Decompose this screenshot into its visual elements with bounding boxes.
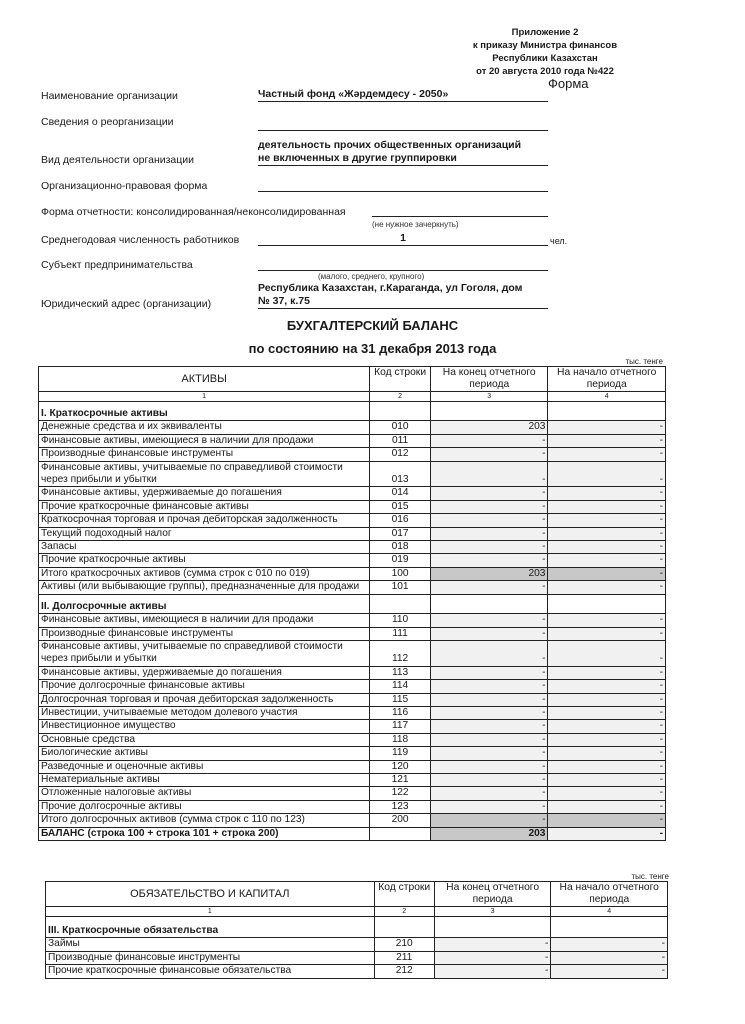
table-row xyxy=(39,487,666,500)
row-start-value: - xyxy=(548,706,666,719)
row-name: Прочие краткосрочные финансовые активы xyxy=(39,500,370,513)
org-name-label: Наименование организации xyxy=(41,90,178,102)
appendix-header xyxy=(430,26,660,78)
header-end-period: На конец отчетного периода xyxy=(430,367,547,392)
row-end-value: - xyxy=(430,627,547,640)
activity-label: Вид деятельности организации xyxy=(41,154,195,166)
table-row xyxy=(39,541,666,554)
row-code: 016 xyxy=(370,514,431,527)
header-start-period: На начало отчетного периода xyxy=(548,367,666,392)
col-num-3: 3 xyxy=(434,907,551,917)
row-start-value: - xyxy=(548,434,666,447)
row-start-value: - xyxy=(548,514,666,527)
row-name: Нематериальные активы xyxy=(39,773,370,786)
header-end-period: На конец отчетного периода xyxy=(434,882,551,907)
row-code: 115 xyxy=(370,693,431,706)
balance-row xyxy=(39,827,666,840)
header-assets: АКТИВЫ xyxy=(39,367,370,392)
document-title: БУХГАЛТЕРСКИЙ БАЛАНС xyxy=(286,318,459,333)
address-value-line-2: № 37, к.75 xyxy=(258,295,310,307)
row-end-value: - xyxy=(430,448,547,461)
row-start-value: - xyxy=(548,461,666,487)
row-name: Разведочные и оценочные активы xyxy=(39,760,370,773)
table-row xyxy=(39,814,666,827)
liabilities-table xyxy=(45,881,668,979)
col-num-2: 2 xyxy=(370,392,431,402)
row-name: Производные финансовые инструменты xyxy=(39,627,370,640)
reorg-label: Сведения о реорганизации xyxy=(41,116,174,128)
table-row xyxy=(39,514,666,527)
balance-name: БАЛАНС (строка 100 + строка 101 + строка 200) xyxy=(39,827,370,840)
assets-header-row xyxy=(39,367,666,392)
legal-form-value xyxy=(258,178,548,192)
row-end-value: - xyxy=(430,666,547,679)
header-code: Код строки xyxy=(374,882,434,907)
row-code: 012 xyxy=(370,448,431,461)
form-label: Форма xyxy=(548,76,589,91)
row-name: Краткосрочная торговая и прочая дебиторская задолженность xyxy=(39,514,370,527)
row-end-value: - xyxy=(434,951,551,964)
row-end-value: 203 xyxy=(430,421,547,434)
col-num-2: 2 xyxy=(374,907,434,917)
row-start-value: - xyxy=(548,760,666,773)
row-name: Инвестиции, учитываемые методом долевого участия xyxy=(39,706,370,719)
row-end-value: - xyxy=(430,814,547,827)
row-name: Активы (или выбывающие группы), предназначенные для продажи xyxy=(39,581,370,594)
row-end-value: - xyxy=(430,581,547,594)
table-row xyxy=(39,500,666,513)
row-name: Биологические активы xyxy=(39,747,370,760)
row-code: 120 xyxy=(370,760,431,773)
report-form-hint: (не нужное зачеркнуть) xyxy=(372,220,459,229)
row-code: 017 xyxy=(370,527,431,540)
row-code: 018 xyxy=(370,541,431,554)
col-num-1: 1 xyxy=(39,392,370,402)
row-start-value: - xyxy=(548,421,666,434)
row-end-value: - xyxy=(430,500,547,513)
header-liabilities: ОБЯЗАТЕЛЬСТВО И КАПИТАЛ xyxy=(46,882,375,907)
row-code: 210 xyxy=(374,938,434,951)
report-form-label: Форма отчетности: консолидированная/неконсолидированная xyxy=(41,206,346,218)
row-name: Прочие краткосрочные активы xyxy=(39,554,370,567)
row-start-value: - xyxy=(548,787,666,800)
table-row xyxy=(39,434,666,447)
table-row xyxy=(39,448,666,461)
row-name: Итого долгосрочных активов (сумма строк с 110 по 123) xyxy=(39,814,370,827)
row-code: 118 xyxy=(370,733,431,746)
row-code: 119 xyxy=(370,747,431,760)
row-start-value: - xyxy=(551,938,668,951)
row-end-value: - xyxy=(430,733,547,746)
row-name: Текущий подоходный налог xyxy=(39,527,370,540)
row-code: 100 xyxy=(370,567,431,580)
row-start-value: - xyxy=(548,680,666,693)
section-row xyxy=(46,917,668,938)
row-end-value: - xyxy=(430,760,547,773)
row-end-value: - xyxy=(430,461,547,487)
row-start-value: - xyxy=(548,720,666,733)
row-start-value: - xyxy=(548,567,666,580)
table-row xyxy=(39,706,666,719)
table-row xyxy=(39,554,666,567)
reorg-value xyxy=(258,117,548,131)
column-numbers-row xyxy=(46,907,668,917)
row-code: 112 xyxy=(370,640,431,666)
row-start-value: - xyxy=(548,614,666,627)
row-end-value: 203 xyxy=(430,567,547,580)
table-row xyxy=(39,640,666,666)
row-code: 010 xyxy=(370,421,431,434)
row-code: 019 xyxy=(370,554,431,567)
table-row xyxy=(39,421,666,434)
row-code: 013 xyxy=(370,461,431,487)
row-end-value: - xyxy=(430,614,547,627)
section-row xyxy=(39,402,666,421)
table-row xyxy=(39,461,666,487)
column-numbers-row xyxy=(39,392,666,402)
row-code: 121 xyxy=(370,773,431,786)
org-name-value: Частный фонд «Жәрдемдесу - 2050» xyxy=(258,88,548,102)
row-name: Инвестиционное имущество xyxy=(39,720,370,733)
row-code: 015 xyxy=(370,500,431,513)
table-row xyxy=(39,733,666,746)
address-value xyxy=(258,282,548,309)
row-end-value: - xyxy=(430,487,547,500)
row-end-value: - xyxy=(430,800,547,813)
row-end-value: - xyxy=(430,747,547,760)
row-code: 111 xyxy=(370,627,431,640)
row-end-value: - xyxy=(430,434,547,447)
row-code: 113 xyxy=(370,666,431,679)
document-subtitle: по состоянию на 31 декабря 2013 года xyxy=(248,341,497,356)
table-row xyxy=(46,965,668,978)
row-name: Финансовые активы, удерживаемые до погашения xyxy=(39,487,370,500)
assets-unit: тыс. тенге xyxy=(625,357,663,366)
row-name: Финансовые активы, удерживаемые до погашения xyxy=(39,666,370,679)
row-start-value: - xyxy=(548,640,666,666)
row-code: 101 xyxy=(370,581,431,594)
row-start-value: - xyxy=(548,693,666,706)
row-start-value: - xyxy=(548,500,666,513)
liabilities-unit: тыс. тенге xyxy=(631,872,669,881)
row-end-value: - xyxy=(434,938,551,951)
col-num-4: 4 xyxy=(551,907,668,917)
balance-start: - xyxy=(548,827,666,840)
table-row xyxy=(46,938,668,951)
balance-end: 203 xyxy=(430,827,547,840)
table-row xyxy=(46,951,668,964)
table-row xyxy=(39,787,666,800)
row-end-value: - xyxy=(430,706,547,719)
row-name: Денежные средства и их эквиваленты xyxy=(39,421,370,434)
row-start-value: - xyxy=(548,814,666,827)
row-code: 116 xyxy=(370,706,431,719)
row-name: Финансовые активы, учитываемые по справедливой стоимости через прибыли и убытки xyxy=(39,461,370,487)
col-num-4: 4 xyxy=(548,392,666,402)
row-start-value: - xyxy=(548,487,666,500)
entrepreneur-value xyxy=(258,257,548,271)
row-name: Финансовые активы, учитываемые по справедливой стоимости через прибыли и убытки xyxy=(39,640,370,666)
appendix-line-1: Приложение 2 xyxy=(511,27,579,38)
row-end-value: - xyxy=(430,693,547,706)
row-code: 114 xyxy=(370,680,431,693)
row-start-value: - xyxy=(548,747,666,760)
row-start-value: - xyxy=(548,527,666,540)
row-code: 211 xyxy=(374,951,434,964)
row-start-value: - xyxy=(548,448,666,461)
row-start-value: - xyxy=(548,666,666,679)
col-num-1: 1 xyxy=(46,907,375,917)
liabilities-header-row xyxy=(46,882,668,907)
table-row xyxy=(39,680,666,693)
employees-value: 1 xyxy=(258,232,548,246)
row-name: Прочие краткосрочные финансовые обязательства xyxy=(46,965,375,978)
section-title: I. Краткосрочные активы xyxy=(39,402,370,421)
section-title: II. Долгосрочные активы xyxy=(39,594,370,613)
row-code: 014 xyxy=(370,487,431,500)
entrepreneur-hint: (малого, среднего, крупного) xyxy=(318,272,425,281)
row-end-value: - xyxy=(430,554,547,567)
table-row xyxy=(39,760,666,773)
assets-table xyxy=(38,366,666,841)
row-end-value: - xyxy=(430,680,547,693)
row-name: Долгосрочная торговая и прочая дебиторская задолженность xyxy=(39,693,370,706)
row-start-value: - xyxy=(548,733,666,746)
row-name: Финансовые активы, имеющиеся в наличии для продажи xyxy=(39,434,370,447)
row-start-value: - xyxy=(548,800,666,813)
employees-unit: чел. xyxy=(550,236,568,246)
row-end-value: - xyxy=(434,965,551,978)
appendix-line-2: к приказу Министра финансов xyxy=(472,40,618,51)
legal-form-label: Организационно-правовая форма xyxy=(41,180,208,192)
row-name: Отложенные налоговые активы xyxy=(39,787,370,800)
table-row xyxy=(39,627,666,640)
appendix-line-4: от 20 августа 2010 года №422 xyxy=(476,66,614,77)
row-end-value: - xyxy=(430,773,547,786)
row-start-value: - xyxy=(548,773,666,786)
header-code: Код строки xyxy=(370,367,431,392)
row-code: 117 xyxy=(370,720,431,733)
table-row xyxy=(39,720,666,733)
appendix-line-3: Республики Казахстан xyxy=(492,53,598,64)
row-code: 110 xyxy=(370,614,431,627)
row-end-value: - xyxy=(430,787,547,800)
activity-value-line-1: деятельность прочих общественных организаций xyxy=(258,139,522,151)
row-name: Запасы xyxy=(39,541,370,554)
row-end-value: - xyxy=(430,640,547,666)
col-num-3: 3 xyxy=(430,392,547,402)
row-end-value: - xyxy=(430,527,547,540)
report-form-value xyxy=(372,203,548,217)
row-name: Производные финансовые инструменты xyxy=(39,448,370,461)
row-name: Производные финансовые инструменты xyxy=(46,951,375,964)
row-code: 200 xyxy=(370,814,431,827)
row-name: Финансовые активы, имеющиеся в наличии для продажи xyxy=(39,614,370,627)
row-start-value: - xyxy=(548,581,666,594)
table-row xyxy=(39,527,666,540)
table-row xyxy=(39,747,666,760)
balance-code xyxy=(370,827,431,840)
row-start-value: - xyxy=(548,541,666,554)
section-row xyxy=(39,594,666,613)
address-value-line-1: Республика Казахстан, г.Караганда, ул Гоголя, дом xyxy=(258,282,523,294)
row-start-value: - xyxy=(548,627,666,640)
row-name: Основные средства xyxy=(39,733,370,746)
row-code: 123 xyxy=(370,800,431,813)
address-label: Юридический адрес (организации) xyxy=(41,298,212,310)
entrepreneur-label: Субъект предпринимательства xyxy=(41,259,193,271)
row-end-value: - xyxy=(430,541,547,554)
table-row xyxy=(39,666,666,679)
row-name: Прочие долгосрочные финансовые активы xyxy=(39,680,370,693)
activity-value xyxy=(258,139,548,166)
row-code: 011 xyxy=(370,434,431,447)
row-name: Прочие долгосрочные активы xyxy=(39,800,370,813)
section-title: III. Краткосрочные обязательства xyxy=(46,917,375,938)
row-start-value: - xyxy=(551,965,668,978)
table-row xyxy=(39,581,666,594)
table-row xyxy=(39,614,666,627)
row-start-value: - xyxy=(551,951,668,964)
row-start-value: - xyxy=(548,554,666,567)
row-code: 212 xyxy=(374,965,434,978)
row-name: Займы xyxy=(46,938,375,951)
row-name: Итого краткосрочных активов (сумма строк с 010 по 019) xyxy=(39,567,370,580)
row-code: 122 xyxy=(370,787,431,800)
table-row xyxy=(39,567,666,580)
table-row xyxy=(39,693,666,706)
table-row xyxy=(39,773,666,786)
header-start-period: На начало отчетного периода xyxy=(551,882,668,907)
activity-value-line-2: не включенных в другие группировки xyxy=(258,152,457,164)
employees-label: Среднегодовая численность работников xyxy=(41,234,240,246)
row-end-value: - xyxy=(430,720,547,733)
row-end-value: - xyxy=(430,514,547,527)
table-row xyxy=(39,800,666,813)
